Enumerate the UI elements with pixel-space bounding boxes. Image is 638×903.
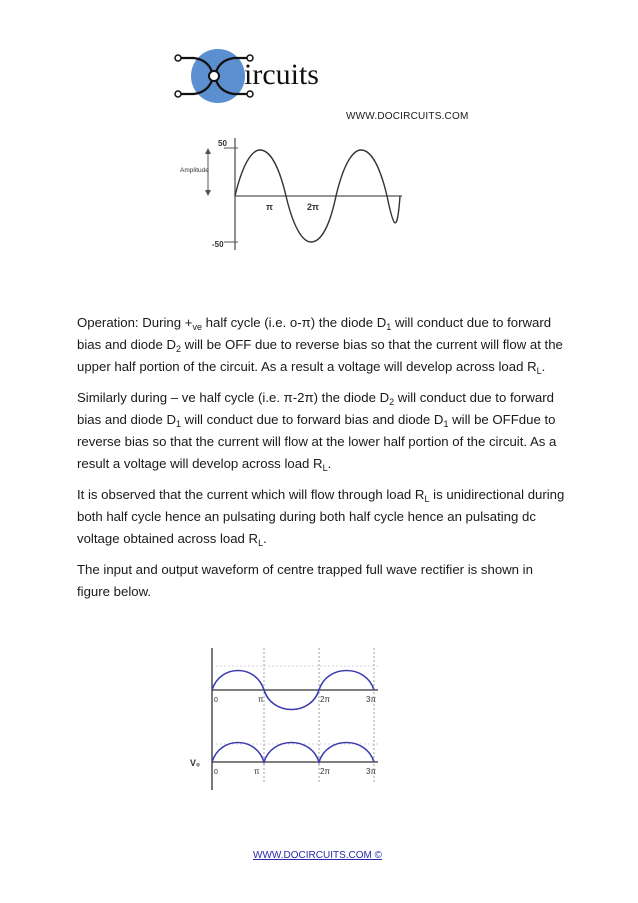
origin-label-top: 0 bbox=[214, 697, 218, 704]
paragraph-observation: It is observed that the current which will flow through load $R_L$ is unidirectional during both half cycle hence an pulsating during both half cycle hence an pulsating dc voltage obtained across load $R_L$. bbox=[77, 487, 565, 548]
2pi-label-bottom: 2π bbox=[320, 767, 330, 776]
3pi-label-top: 3π bbox=[366, 695, 376, 704]
y-min-label: -50 bbox=[212, 240, 224, 249]
x-label-2pi: 2π bbox=[307, 202, 319, 212]
amplitude-label: Amplitude bbox=[180, 167, 209, 174]
docircuits-logo bbox=[172, 46, 352, 106]
paragraph-operation: Operation: During $+_{ve}$ half cycle (i.e. o-π) the diode $D_1$ will conduct due to forward bias and diode $D_2$ will be OFF due to reverse bias so that the current will flow at the upper half portion of the circuit. As a result a voltage will develop across load $R_L$. bbox=[77, 315, 563, 376]
pi-label-bottom: π bbox=[254, 767, 260, 776]
body-text bbox=[77, 312, 567, 612]
vo-label: V₀ bbox=[190, 758, 201, 768]
footer-link[interactable]: WWW.DOCIRCUITS.COM © bbox=[253, 850, 383, 861]
paragraph-negative-cycle: Similarly during – ve half cycle (i.e. π-2π) the diode $D_2$ will conduct due to forward bias and diode $D_1$ will conduct due to forward bias and diode $D_1$ will be OFFdue to reverse bias so that the current will flow at the lower half portion of the circuit. As a result a voltage will develop across load $R_L$. bbox=[77, 390, 557, 473]
site-url: WWW.DOCIRCUITS.COM bbox=[346, 111, 469, 122]
logo-text: ircuits bbox=[244, 58, 319, 91]
paragraph-figure-intro: The input and output waveform of centre trapped full wave rectifier is shown in figure below. bbox=[77, 562, 533, 599]
sine-wave-figure bbox=[174, 130, 414, 255]
2pi-label-top: 2π bbox=[320, 695, 330, 704]
3pi-label-bottom: 3π bbox=[366, 767, 376, 776]
pi-label-top: π bbox=[258, 695, 264, 704]
output-waveform bbox=[212, 743, 374, 763]
x-label-pi: π bbox=[266, 202, 273, 212]
y-max-label: 50 bbox=[218, 139, 227, 148]
origin-label-bottom: 0 bbox=[214, 769, 218, 776]
rectifier-waveform-figure bbox=[180, 644, 390, 794]
